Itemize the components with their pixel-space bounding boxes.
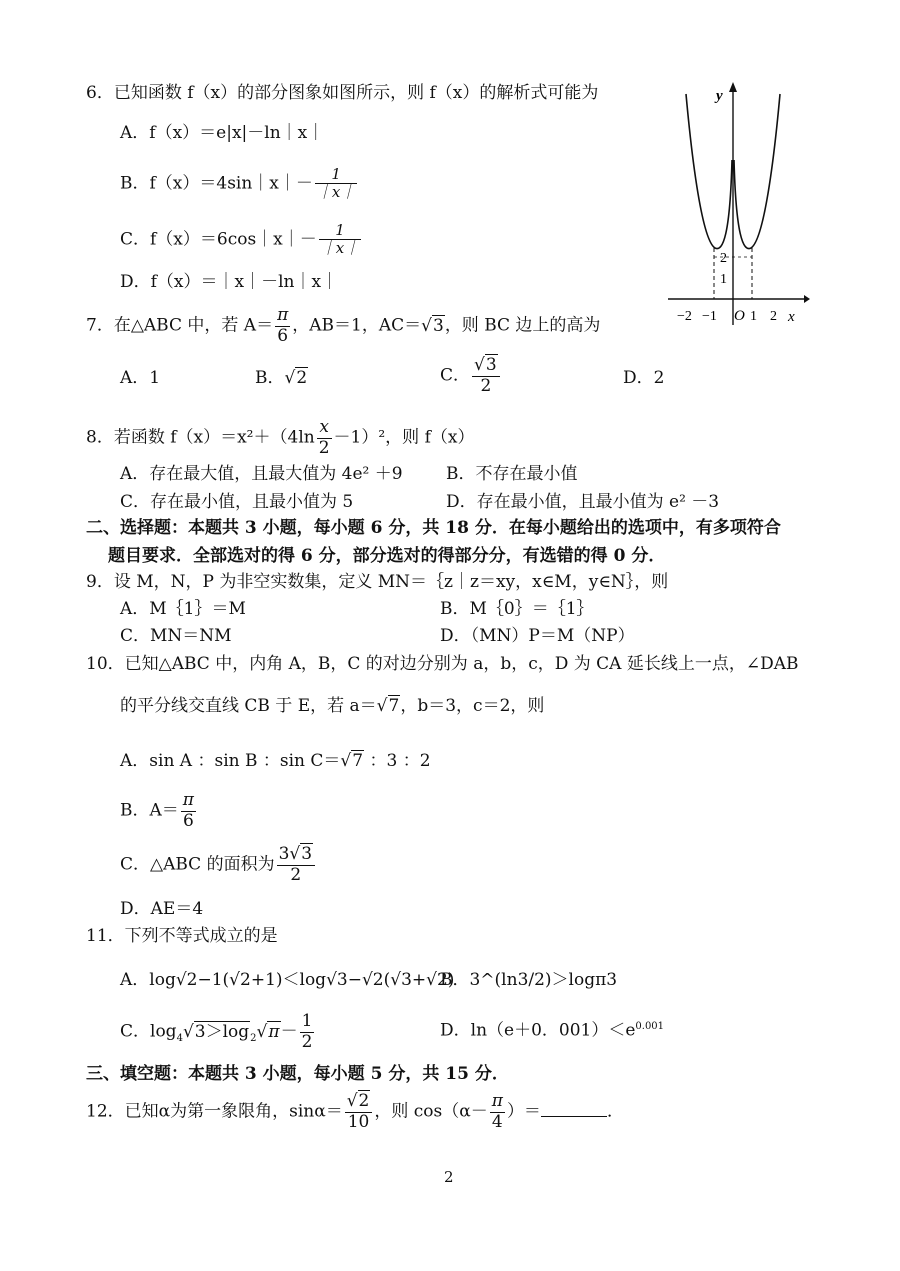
origin-label: O bbox=[734, 308, 745, 324]
q11-option-a: A．log√2−1(√2+1)＜log√3−√2(√3+√2) bbox=[120, 970, 455, 990]
q10-option-b: B．A＝ $\frac{\pi}{6}$ bbox=[120, 790, 194, 831]
q7-option-b: B．√2 bbox=[255, 368, 308, 388]
curve-right bbox=[734, 94, 780, 249]
x-label: x bbox=[788, 309, 795, 325]
q11-option-d: D．ln（e＋0．$001)<e^{0.001}$ bbox=[440, 1020, 665, 1041]
tick-x-neg1: −1 bbox=[702, 309, 717, 324]
q11-stem: 11．下列不等式成立的是 bbox=[86, 926, 278, 946]
q6-option-b: B．f（x）＝4sin｜x｜－ $\frac{1}{|x|}$ bbox=[120, 165, 356, 202]
q6-option-d: D．f（x）＝｜x｜－ln｜x｜ bbox=[120, 272, 339, 292]
q9-option-a: A．M｛1｝＝M bbox=[120, 599, 246, 619]
x-axis-arrow bbox=[804, 295, 810, 303]
q12-stem: 12．已知α为第一象限角，sinα＝ $\frac{√2}{10}$ ，则 cos（α－ $\frac{\pi}{4}$ ）＝ ． bbox=[86, 1091, 624, 1132]
y-axis-arrow bbox=[729, 82, 737, 92]
q8-option-d: D．存在最小值，且最小值为 e² －3 bbox=[446, 492, 720, 512]
q6-option-c: C．f（x）＝6cos｜x｜－ $\frac{1}{|x|}$ bbox=[120, 221, 360, 258]
q10-option-a: A．sin A ：sin B ：sin C＝√7 ：3 ：2 bbox=[120, 751, 431, 771]
section3-line: 三、填空题：本题共 3 小题，每小题 5 分，共 15 分． bbox=[86, 1064, 509, 1084]
y-label: y bbox=[716, 88, 723, 104]
answer-blank[interactable] bbox=[541, 1102, 607, 1117]
tick-x-1: 1 bbox=[750, 309, 757, 324]
q8-option-c: C．存在最小值，且最小值为 5 bbox=[120, 492, 354, 512]
q11-option-c: C．$\log_4√3>\log_2√\pi-$ $\frac{1}{2}$ bbox=[120, 1011, 313, 1052]
q7-stem: 7．在△ABC 中，若 A＝ $\frac{\pi}{6}$ ，AB＝1，AC＝√3，则 BC 边上的高为 bbox=[86, 305, 601, 346]
q9-stem: 9．设 M，N，P 为非空实数集，定义 MN＝｛z｜z＝xy，x∈M，y∈N｝，则 bbox=[86, 572, 669, 592]
tick-y-2: 2 bbox=[720, 251, 727, 266]
q9-option-c: C．MN＝NM bbox=[120, 626, 232, 646]
curve-left bbox=[686, 94, 732, 249]
tick-x-neg2: −2 bbox=[677, 309, 692, 324]
tick-y-1: 1 bbox=[720, 272, 727, 287]
q6-stem: 6．已知函数 f（x）的部分图象如图所示，则 f（x）的解析式可能为 bbox=[86, 83, 599, 103]
q8-stem: 8．若函数 f（x）＝x²＋（4ln $\frac{x}{2}$ －1）²，则 f（x） bbox=[86, 417, 475, 458]
q10-option-c: C．△ABC 的面积为 $\frac{3√3}{2}$ bbox=[120, 845, 317, 885]
q10-line2: 的平分线交直线 CB 于 E，若 a＝√7，b＝3，c＝2，则 bbox=[120, 696, 545, 716]
q7-option-c: C． $\frac{√3}{2}$ bbox=[440, 356, 502, 396]
section2-line1: 二、选择题：本题共 3 小题，每小题 6 分，共 18 分．在每小题给出的选项中，有多项符合 bbox=[86, 518, 781, 538]
q8-option-b: B．不存在最小值 bbox=[446, 464, 578, 484]
q8-option-a: A．存在最大值，且最大值为 4e² ＋9 bbox=[120, 464, 403, 484]
page-number: 2 bbox=[444, 1168, 454, 1186]
q7-option-d: D．2 bbox=[623, 368, 665, 388]
q10-line1: 10．已知△ABC 中，内角 A，B，C 的对边分别为 a，b，c，D 为 CA 延长线上一点，∠DAB bbox=[86, 654, 799, 674]
tick-x-2: 2 bbox=[770, 309, 777, 324]
function-graph bbox=[664, 80, 810, 330]
q6-option-a: A．f（x）＝e|x|－ln｜x｜ bbox=[120, 123, 325, 143]
q7-option-a: A．1 bbox=[120, 368, 161, 388]
q9-option-b: B．M｛0｝＝｛1｝ bbox=[440, 599, 594, 619]
section2-line2: 题目要求．全部选对的得 6 分，部分选对的得部分分，有选错的得 0 分． bbox=[108, 546, 666, 566]
q10-option-d: D．AE＝4 bbox=[120, 899, 204, 919]
q11-option-b: B．3^(ln3/2)＞logπ3 bbox=[440, 970, 618, 990]
q9-option-d: D．（MN）P＝M（NP） bbox=[440, 626, 635, 646]
